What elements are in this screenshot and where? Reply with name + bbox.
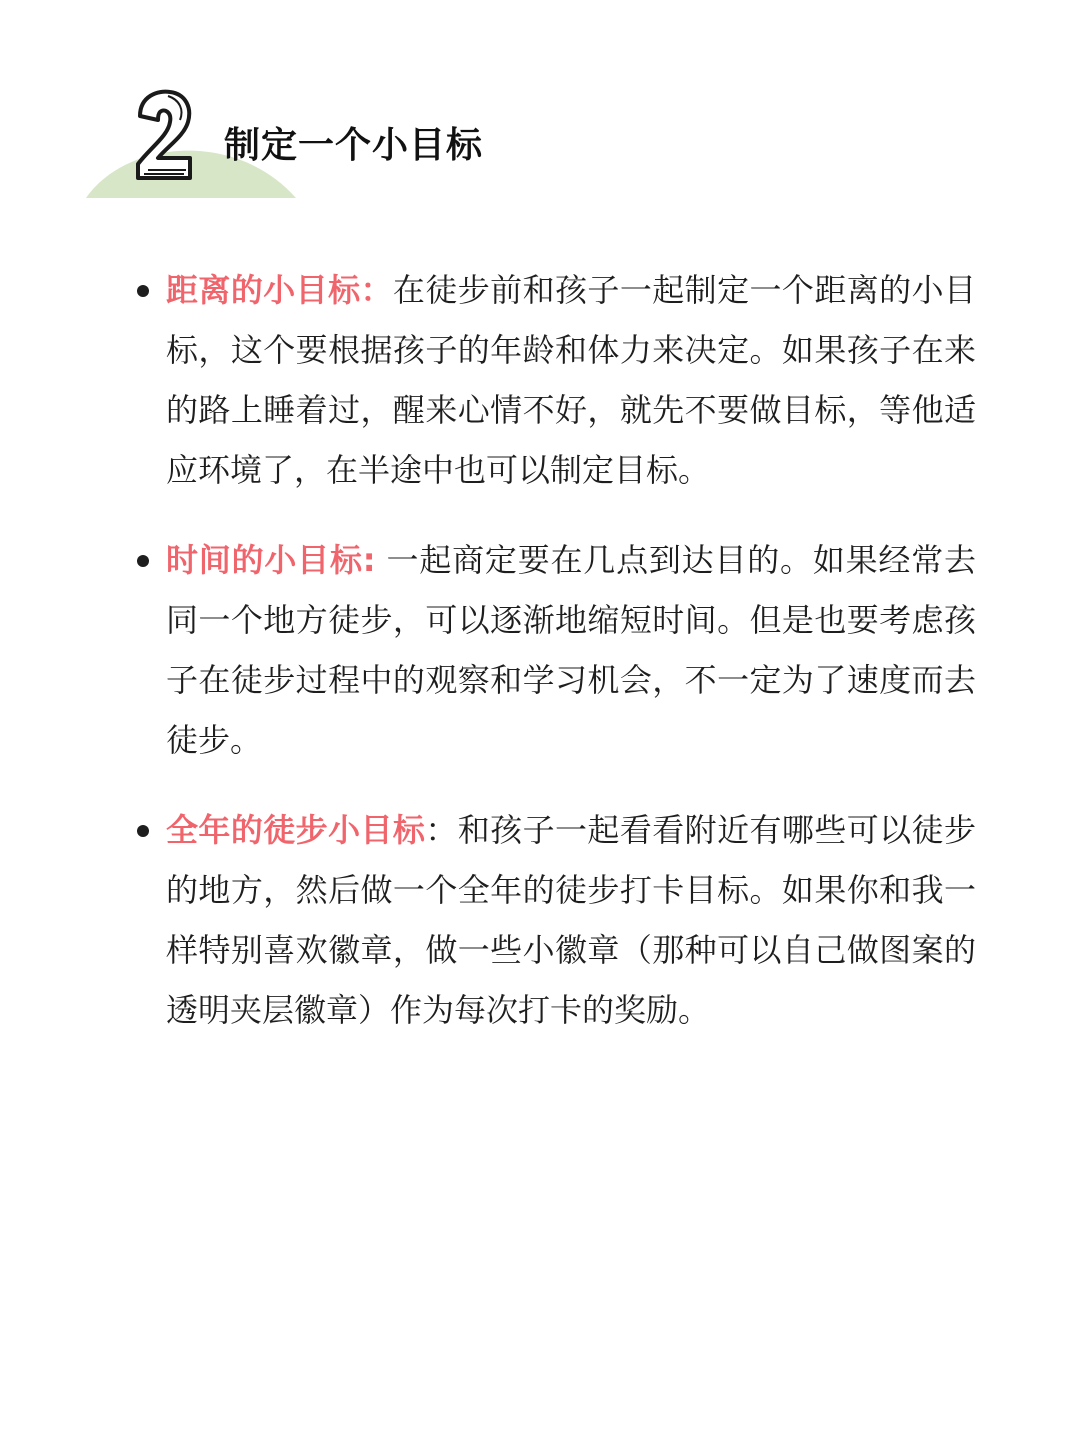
- item-text: ：和孩子一起看看附近有哪些可以徒步的地方，然后做一个全年的徒步打卡目标。如果你和我一样特别喜欢徽章，做一些小徽章（那种可以自己做图案的透明夹层徽章）作为每次打卡的奖励。: [166, 811, 976, 1029]
- item-text: 在徒步前和孩子一起制定一个距离的小目标，这个要根据孩子的年龄和体力来决定。如果孩子在来的路上睡着过，醒来心情不好，就先不要做目标，等他适应环境了，在半途中也可以制定目标。: [166, 271, 976, 489]
- item-label: 全年的徒步小目标: [166, 811, 426, 849]
- bullet-dot: [137, 555, 149, 567]
- bullet-dot: [137, 825, 149, 837]
- section-header: [0, 0, 1080, 230]
- item-label: 距离的小目标：: [166, 271, 393, 309]
- item-paragraph: [166, 800, 976, 1040]
- item-paragraph: [166, 530, 976, 770]
- section-title: 制定一个小目标: [224, 125, 484, 166]
- item-label: 时间的小目标:: [166, 541, 376, 579]
- bullet-dot: [137, 285, 149, 297]
- item-paragraph: [166, 260, 976, 500]
- number-two-icon: [128, 86, 200, 186]
- item-text: 一起商定要在几点到达目的。如果经常去同一个地方徒步，可以逐渐地缩短时间。但是也要考虑孩子在徒步过程中的观察和学习机会，不一定为了速度而去徒步。: [166, 541, 976, 759]
